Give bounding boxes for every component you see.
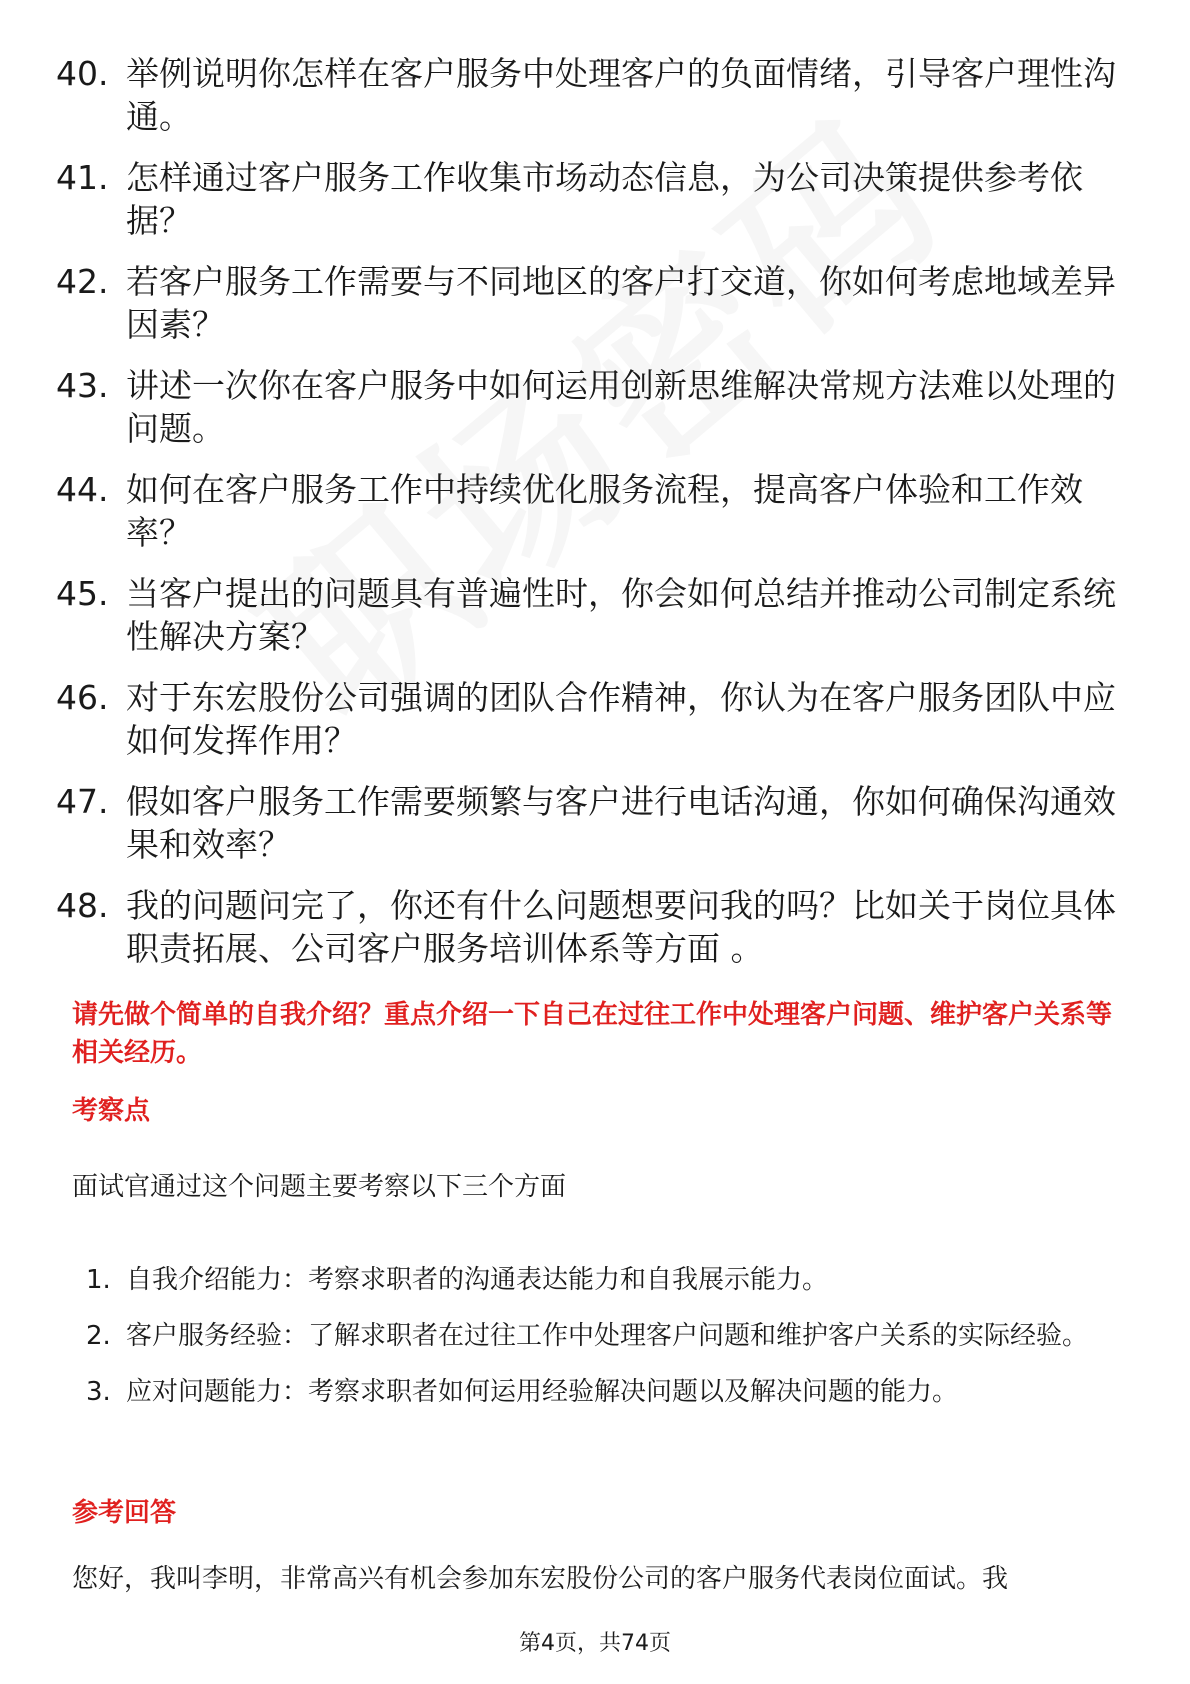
point-item [72,1364,1122,1420]
question-item [56,260,1126,346]
question-item [56,572,1126,658]
question-text: 对于东宏股份公司强调的团队合作精神，你认为在客户服务团队中应如何发挥作用？ [126,678,1116,760]
question-text: 若客户服务工作需要与不同地区的客户打交道，你如何考虑地域差异因素？ [126,262,1116,344]
question-number: 41. [56,158,109,197]
section-intro: 面试官通过这个问题主要考察以下三个方面 [72,1172,567,1202]
question-list [56,52,1126,988]
question-item [56,780,1126,866]
question-number: 48. [56,886,109,925]
question-item [56,52,1126,138]
question-text: 怎样通过客户服务工作收集市场动态信息，为公司决策提供参考依据？ [126,158,1083,240]
question-item [56,364,1126,450]
question-item [56,676,1126,762]
question-text: 当客户提出的问题具有普遍性时，你会如何总结并推动公司制定系统性解决方案？ [126,574,1116,656]
section-heading-answer: 参考回答 [72,1498,177,1528]
point-number: 2. [86,1321,111,1351]
point-text: 应对问题能力：考察求职者如何运用经验解决问题以及解决问题的能力。 [126,1377,959,1407]
question-item [56,884,1126,970]
question-number: 44. [56,470,109,509]
question-number: 46. [56,678,109,717]
question-text: 如何在客户服务工作中持续优化服务流程，提高客户体验和工作效率？ [126,470,1083,552]
point-list [72,1252,1122,1420]
point-text: 自我介绍能力：考察求职者的沟通表达能力和自我展示能力。 [126,1265,829,1295]
point-text: 客户服务经验：了解求职者在过往工作中处理客户问题和维护客户关系的实际经验。 [126,1321,1089,1351]
point-number: 1. [86,1265,111,1295]
highlighted-question: 请先做个简单的自我介绍？重点介绍一下自己在过往工作中处理客户问题、维护客户关系等相关经历。 [72,1000,1113,1068]
question-number: 42. [56,262,109,301]
question-text: 讲述一次你在客户服务中如何运用创新思维解决常规方法难以处理的问题。 [126,366,1116,448]
question-text: 我的问题问完了，你还有什么问题想要问我的吗？比如关于岗位具体职责拓展、公司客户服务培训体系等方面 。 [126,886,1116,968]
question-item [56,468,1126,554]
point-number: 3. [86,1377,111,1407]
question-number: 45. [56,574,109,613]
question-item [56,156,1126,242]
section-heading-kaochadian: 考察点 [72,1096,151,1126]
answer-text: 您好，我叫李明，非常高兴有机会参加东宏股份公司的客户服务代表岗位面试。我 [72,1564,1009,1594]
question-text: 假如客户服务工作需要频繁与客户进行电话沟通，你如何确保沟通效果和效率？ [126,782,1116,864]
point-item [72,1308,1122,1364]
question-text: 举例说明你怎样在客户服务中处理客户的负面情绪，引导客户理性沟通。 [126,54,1116,136]
question-number: 40. [56,54,109,93]
question-number: 47. [56,782,109,821]
point-item [72,1252,1122,1308]
page-footer: 第4页，共74页 [519,1631,671,1656]
question-number: 43. [56,366,109,405]
